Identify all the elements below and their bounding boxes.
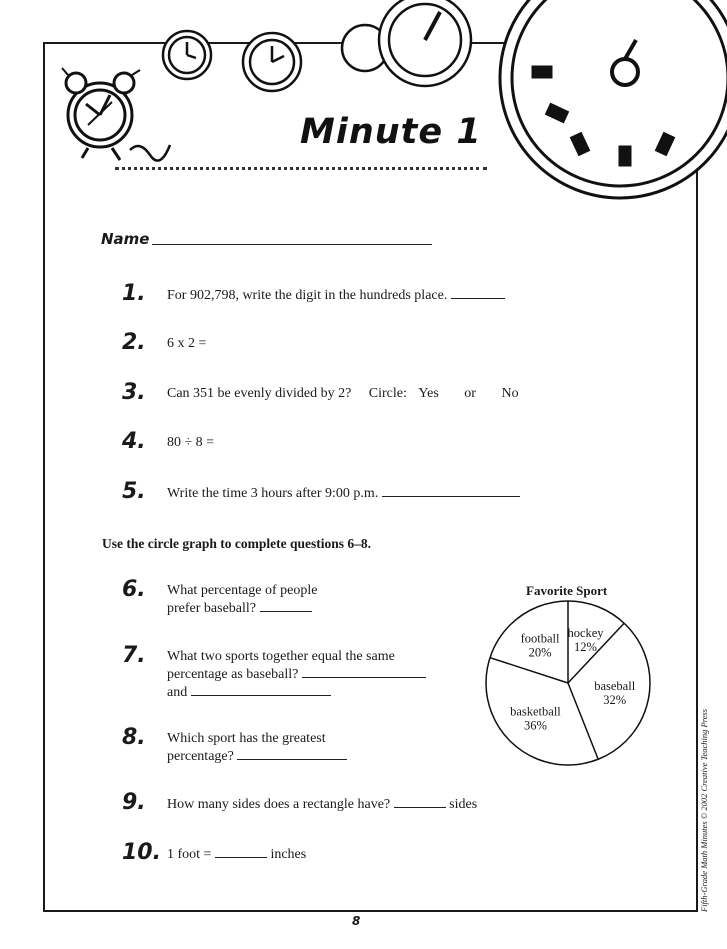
question-number: 4. xyxy=(122,429,146,454)
answer-blank[interactable] xyxy=(237,747,347,760)
question-prompt: percentage as baseball? xyxy=(167,667,299,682)
answer-blank[interactable] xyxy=(260,599,312,612)
slice-value-label: 36% xyxy=(523,718,547,733)
question-prompt: Which sport has the greatest xyxy=(167,731,326,746)
question-text xyxy=(167,845,306,863)
answer-blank[interactable] xyxy=(382,484,520,497)
question-number: 2. xyxy=(122,330,146,355)
large-clock-icon xyxy=(500,0,727,198)
question-prompt: percentage? xyxy=(167,749,234,764)
question-prompt: prefer baseball? xyxy=(167,601,256,616)
question-prompt: 6 x 2 = xyxy=(167,336,207,351)
question-prompt: 80 ÷ 8 = xyxy=(167,435,215,450)
slice-label: basketball xyxy=(510,704,561,719)
question-unit: inches xyxy=(270,847,307,862)
question-number: 10. xyxy=(122,840,161,865)
question-text xyxy=(167,582,317,617)
question-number: 7. xyxy=(122,643,146,668)
question-number: 1. xyxy=(122,281,146,306)
question-prompt: How many sides does a rectangle have? xyxy=(167,797,391,812)
question-prompt: Can 351 be evenly divided by 2? xyxy=(167,386,352,401)
question-prompt: What percentage of people xyxy=(167,583,318,598)
choice-no[interactable]: No xyxy=(501,386,519,401)
question-text xyxy=(167,484,520,502)
question-number: 8. xyxy=(122,725,146,750)
question-number: 3. xyxy=(122,380,146,405)
question-text xyxy=(167,434,214,451)
section-instruction: Use the circle graph to complete questions 6–8. xyxy=(102,536,371,551)
clock-icon-small xyxy=(163,31,211,79)
answer-blank[interactable] xyxy=(215,845,267,858)
slice-label: hockey xyxy=(567,625,604,640)
answer-blank[interactable] xyxy=(302,665,426,678)
pie-chart xyxy=(483,598,653,768)
slice-value-label: 20% xyxy=(528,645,552,660)
question-prompt: What two sports together equal the same xyxy=(167,649,395,664)
choice-separator: or xyxy=(464,386,476,401)
question-prompt: For 902,798, write the digit in the hundreds place. xyxy=(167,288,448,303)
slice-label: football xyxy=(520,631,560,646)
question-number: 5. xyxy=(122,479,146,504)
question-unit: sides xyxy=(449,797,478,812)
name-label: Name xyxy=(101,230,150,248)
alarm-clock-icon xyxy=(62,68,170,161)
answer-blank[interactable] xyxy=(451,286,505,299)
slice-value-label: 32% xyxy=(603,692,627,707)
page-number: 8 xyxy=(352,914,361,928)
question-prompt: Write the time 3 hours after 9:00 p.m. xyxy=(167,486,379,501)
choice-yes[interactable]: Yes xyxy=(418,386,439,401)
question-text xyxy=(167,730,347,765)
question-text xyxy=(167,795,477,813)
question-text xyxy=(167,286,505,304)
slice-value-label: 12% xyxy=(574,639,597,654)
question-text xyxy=(167,335,206,352)
question-prompt: 1 foot = xyxy=(167,847,212,862)
slice-label: baseball xyxy=(594,678,636,693)
question-text xyxy=(167,385,519,402)
answer-blank[interactable] xyxy=(191,683,331,696)
clock-icon-partial xyxy=(342,0,471,86)
chart-title: Favorite Sport xyxy=(526,583,608,598)
clock-icon-medium xyxy=(243,33,301,91)
page-title: Minute 1 xyxy=(300,112,482,152)
question-number: 6. xyxy=(122,577,146,602)
question-number: 9. xyxy=(122,790,146,815)
answer-blank[interactable] xyxy=(394,795,446,808)
title-divider xyxy=(115,167,487,170)
question-text xyxy=(167,648,426,701)
name-field[interactable] xyxy=(152,244,432,245)
copyright-credit: Fifth-Grade Math Minutes © 2002 Creative Teaching Press xyxy=(699,708,709,912)
question-prompt: and xyxy=(167,685,188,700)
circle-label: Circle: xyxy=(368,386,407,401)
